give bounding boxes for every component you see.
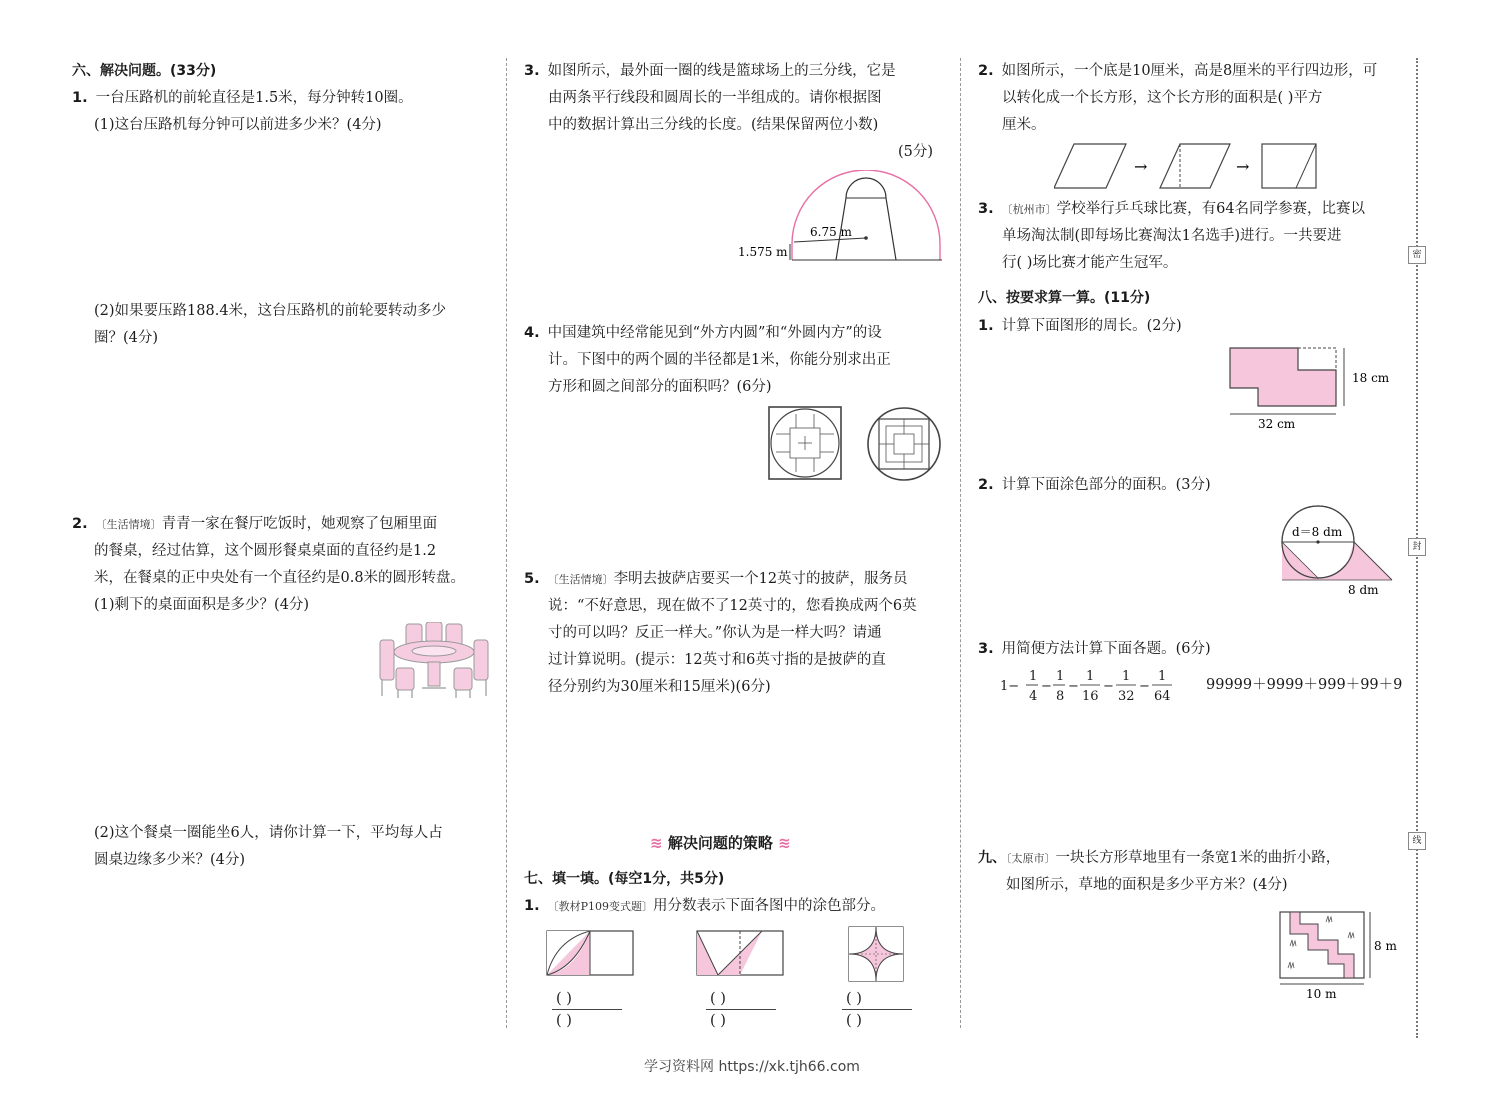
question-2-line-2: 的餐桌，经过估算，这个圆形餐桌桌面的直径约是1.2 — [94, 543, 437, 559]
question-2 — [72, 511, 437, 538]
question-text: 如图所示，一个底是10厘米，高是8厘米的平行四边形，可 — [1001, 63, 1378, 79]
fraction-expression — [1000, 666, 1190, 712]
context-tag: 〔太原市〕 — [1006, 852, 1056, 865]
question-5-line-3: 寸的可以吗？反正一样大。”你认为是一样大吗？请通 — [548, 625, 882, 641]
fraction-figure-1 — [546, 930, 636, 978]
question-number: 1. — [72, 90, 88, 106]
binding-tab: 密 — [1408, 246, 1426, 264]
context-tag: 〔生活情境〕 — [547, 573, 614, 586]
question-text: 一台压路机的前轮直径是1.5米，每分钟转10圈。 — [95, 90, 413, 106]
question-number: 1. — [978, 318, 994, 334]
question-text: 用简便方法计算下面各题。(6分) — [1001, 641, 1211, 657]
question-5 — [524, 566, 908, 593]
question-4 — [524, 320, 882, 347]
svg-text:1−: 1− — [1000, 679, 1020, 694]
question-number: 2. — [978, 63, 994, 79]
question-text: 计算下面图形的周长。(2分) — [1001, 318, 1182, 334]
question-2-part-1: (1)剩下的桌面面积是多少？(4分) — [94, 597, 310, 613]
answer-blank[interactable]: ( ) — [846, 991, 862, 1007]
svg-text:4: 4 — [1029, 689, 1038, 704]
fraction-figure-3 — [848, 926, 904, 982]
section-number: 九、 — [978, 850, 1006, 866]
section-8-question-1 — [978, 313, 1182, 340]
square-outside-circle-figure — [768, 406, 842, 480]
svg-text:1: 1 — [1086, 669, 1095, 684]
arrow-right-icon: → — [1134, 157, 1148, 176]
question-3 — [524, 58, 896, 85]
parallelogram-to-rectangle-figure — [1054, 142, 1320, 192]
section-9-question — [978, 845, 1340, 872]
answer-blank[interactable]: ( ) — [556, 991, 572, 1007]
section-6-title: 六、解决问题。(33分) — [72, 63, 217, 79]
binding-tab: 线 — [1408, 832, 1426, 850]
base-label: 8 dm — [1348, 583, 1379, 597]
section-8-question-2 — [978, 472, 1211, 499]
svg-text:−: − — [1041, 679, 1052, 694]
question-number: 3. — [978, 641, 994, 657]
question-text: 李明去披萨店要买一个12英寸的披萨，服务员 — [613, 571, 908, 587]
section-8-title: 八、按要求算一算。(11分) — [978, 290, 1151, 306]
question-1 — [72, 85, 413, 112]
dining-table-illustration — [378, 622, 490, 700]
question-1-part-1: (1)这台压路机每分钟可以前进多少米？(4分) — [94, 117, 382, 133]
question-text: 计算下面涂色部分的面积。(3分) — [1001, 477, 1211, 493]
context-tag: 〔生活情境〕 — [95, 518, 162, 531]
svg-text:16: 16 — [1082, 689, 1099, 704]
question-number: 4. — [524, 325, 540, 341]
question-number: 3. — [524, 63, 540, 79]
question-3-score: (5分) — [898, 144, 934, 160]
shaded-area-figure — [1276, 504, 1400, 600]
fill-question-2-line-2: 以转化成一个长方形，这个长方形的面积是( )平方 — [1002, 90, 1323, 106]
question-2-part-2-cont: 圆桌边缘多少米？(4分) — [94, 852, 246, 868]
question-text: 青青一家在餐厅吃饭时，她观察了包厢里面 — [161, 516, 438, 532]
question-4-line-3: 方形和圆之间部分的面积吗？(6分) — [548, 379, 772, 395]
answer-blank[interactable]: ( ) — [556, 1013, 572, 1029]
question-3-line-2: 由两条平行线段和圆周长的一半组成的。请你根据图 — [548, 90, 882, 106]
question-text: 中国建筑中经常能见到“外方内圆”和“外圆内方”的设 — [547, 325, 882, 341]
question-text: 如图所示，最外面一圈的线是篮球场上的三分线，它是 — [547, 63, 896, 79]
section-7-question-1 — [524, 893, 885, 920]
fill-question-3 — [978, 196, 1365, 223]
svg-text:64: 64 — [1154, 689, 1171, 704]
question-4-line-2: 计。下图中的两个圆的半径都是1米，你能分别求出正 — [548, 352, 891, 368]
three-point-line-figure — [736, 170, 946, 266]
answer-blank[interactable]: ( ) — [710, 991, 726, 1007]
diameter-label: d＝8 dm — [1292, 525, 1343, 539]
svg-text:1: 1 — [1122, 669, 1131, 684]
svg-text:1: 1 — [1158, 669, 1167, 684]
question-1-part-2: (2)如果要压路188.4米，这台压路机的前轮要转动多少 — [94, 303, 447, 319]
perimeter-figure — [1222, 342, 1392, 436]
svg-text:1: 1 — [1056, 669, 1065, 684]
question-number: 1. — [524, 898, 540, 914]
expression-2: 99999＋9999＋999＋99＋9 — [1206, 677, 1403, 693]
question-text: 学校举行乒乓球比赛，有64名同学参赛，比赛以 — [1056, 201, 1366, 217]
svg-text:−: − — [1103, 679, 1114, 694]
height-label: 8 m — [1374, 939, 1397, 953]
question-number: 3. — [978, 201, 994, 217]
question-1-part-2-cont: 圈？(4分) — [94, 330, 159, 346]
context-tag: 〔杭州市〕 — [1001, 203, 1057, 216]
question-3-line-3: 中的数据计算出三分线的长度。(结果保留两位小数) — [548, 117, 879, 133]
question-2-part-2: (2)这个餐桌一圈能坐6人，请你计算一下，平均每人占 — [94, 825, 443, 841]
question-number: 2. — [978, 477, 994, 493]
arrow-right-icon: → — [1236, 157, 1250, 176]
answer-blank[interactable]: ( ) — [710, 1013, 726, 1029]
svg-text:32: 32 — [1118, 689, 1135, 704]
fill-question-3-line-3: 行( )场比赛才能产生冠军。 — [1002, 255, 1178, 271]
wave-decoration-icon: ≋ — [650, 834, 663, 852]
strategy-title: 解决问题的策略 — [667, 834, 773, 852]
question-5-line-2: 说：“不好意思，现在做不了12英寸的，您看换成两个6英 — [548, 598, 917, 614]
question-5-line-4: 过计算说明。(提示：12英寸和6英寸指的是披萨的直 — [548, 652, 886, 668]
question-text: 用分数表示下面各图中的涂色部分。 — [653, 898, 886, 914]
answer-blank[interactable]: ( ) — [846, 1013, 862, 1029]
question-number: 5. — [524, 571, 540, 587]
fill-question-3-line-2: 单场淘汰制(即每场比赛淘汰1名选手)进行。一共要进 — [1002, 228, 1342, 244]
svg-text:1: 1 — [1029, 669, 1038, 684]
strategy-heading — [650, 832, 791, 853]
fraction-figure-2 — [696, 930, 786, 978]
section-7-title: 七、填一填。(每空1分，共5分) — [524, 871, 725, 887]
question-number: 2. — [72, 516, 88, 532]
offset-label: 1.575 m — [738, 245, 788, 259]
footer-watermark: 学习资料网 https://xk.tjh66.com — [644, 1059, 860, 1075]
radius-label: 6.75 m — [810, 225, 852, 239]
height-label: 18 cm — [1352, 371, 1390, 385]
width-label: 10 m — [1306, 987, 1337, 1001]
question-text: 一块长方形草地里有一条宽1米的曲折小路， — [1055, 850, 1341, 866]
fill-question-2-line-3: 厘米。 — [1002, 117, 1046, 133]
lawn-path-figure — [1276, 910, 1398, 1006]
section-9-line-2: 如图所示，草地的面积是多少平方米？(4分) — [1006, 877, 1288, 893]
width-label: 32 cm — [1258, 417, 1296, 431]
question-5-line-5: 径分别约为30厘米和15厘米)(6分) — [548, 679, 771, 695]
question-2-line-3: 米，在餐桌的正中央处有一个直径约是0.8米的圆形转盘。 — [94, 570, 466, 586]
column-divider-1 — [506, 58, 507, 1028]
column-divider-2 — [960, 58, 961, 1028]
wave-decoration-icon: ≋ — [778, 834, 791, 852]
fill-question-2 — [978, 58, 1377, 85]
svg-text:8: 8 — [1056, 689, 1065, 704]
section-8-question-3 — [978, 636, 1211, 663]
svg-text:−: − — [1068, 679, 1079, 694]
context-tag: 〔教材P109变式题〕 — [547, 900, 654, 913]
svg-text:−: − — [1139, 679, 1150, 694]
binding-tab: 封 — [1408, 538, 1426, 556]
circle-outside-square-figure — [866, 406, 942, 482]
